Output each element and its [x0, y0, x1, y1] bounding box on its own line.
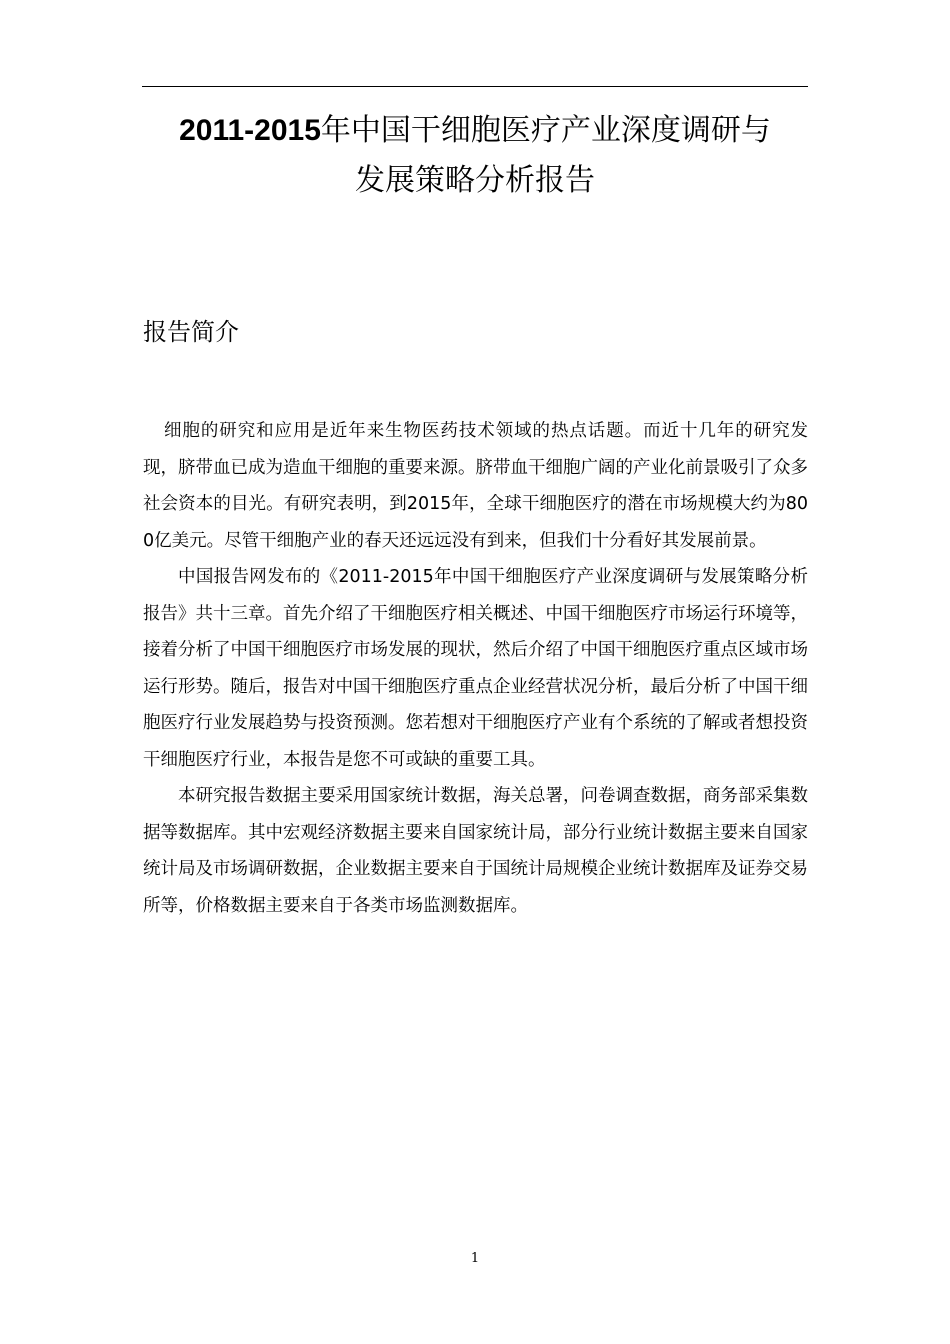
title-line-1-text: 年中国干细胞医疗产业深度调研与: [320, 113, 771, 148]
page-number: 1: [470, 1251, 480, 1266]
paragraph-3: 本研究报告数据主要采用国家统计数据，海关总署，问卷调查数据，商务部采集数据等数据库。其中宏观经济数据主要来自国家统计局，部分行业统计数据主要来自国家统计局及市场调研数据，企业数据主要来自于国统计局规模企业统计数据库及证券交易所等，价格数据主要来自于各类市场监测数据库。: [143, 786, 808, 916]
title-line-2: 发展策略分析报告: [355, 163, 595, 198]
paragraph-2: 中国报告网发布的《2011-2015年中国干细胞医疗产业深度调研与发展策略分析报告》共十三章。首先介绍了干细胞医疗相关概述、中国干细胞医疗市场运行环境等，接着分析了中国干细胞医疗市场发展的现状，然后介绍了中国干细胞医疗重点区域市场运行形势。随后，报告对中国干细胞医疗重点企业经营状况分析，最后分析了中国干细胞医疗行业发展趋势与投资预测。您若想对干细胞医疗产业有个系统的了解或者想投资干细胞医疗行业，本报告是您不可或缺的重要工具。: [143, 567, 808, 770]
document-title: [142, 106, 808, 206]
paragraph-1: 细胞的研究和应用是近年来生物医药技术领域的热点话题。而近十几年的研究发现，脐带血已成为造血干细胞的重要来源。脐带血干细胞广阔的产业化前景吸引了众多社会资本的目光。有研究表明，到2015年，全球干细胞医疗的潜在市场规模大约为800亿美元。尽管干细胞产业的春天还远远没有到来，但我们十分看好其发展前景。: [143, 421, 808, 551]
header-rule: [142, 86, 808, 87]
section-heading: 报告简介: [143, 318, 239, 346]
title-line-1: [142, 106, 808, 156]
title-year-range: 2011-2015: [179, 114, 321, 147]
report-intro-body: [143, 413, 808, 924]
